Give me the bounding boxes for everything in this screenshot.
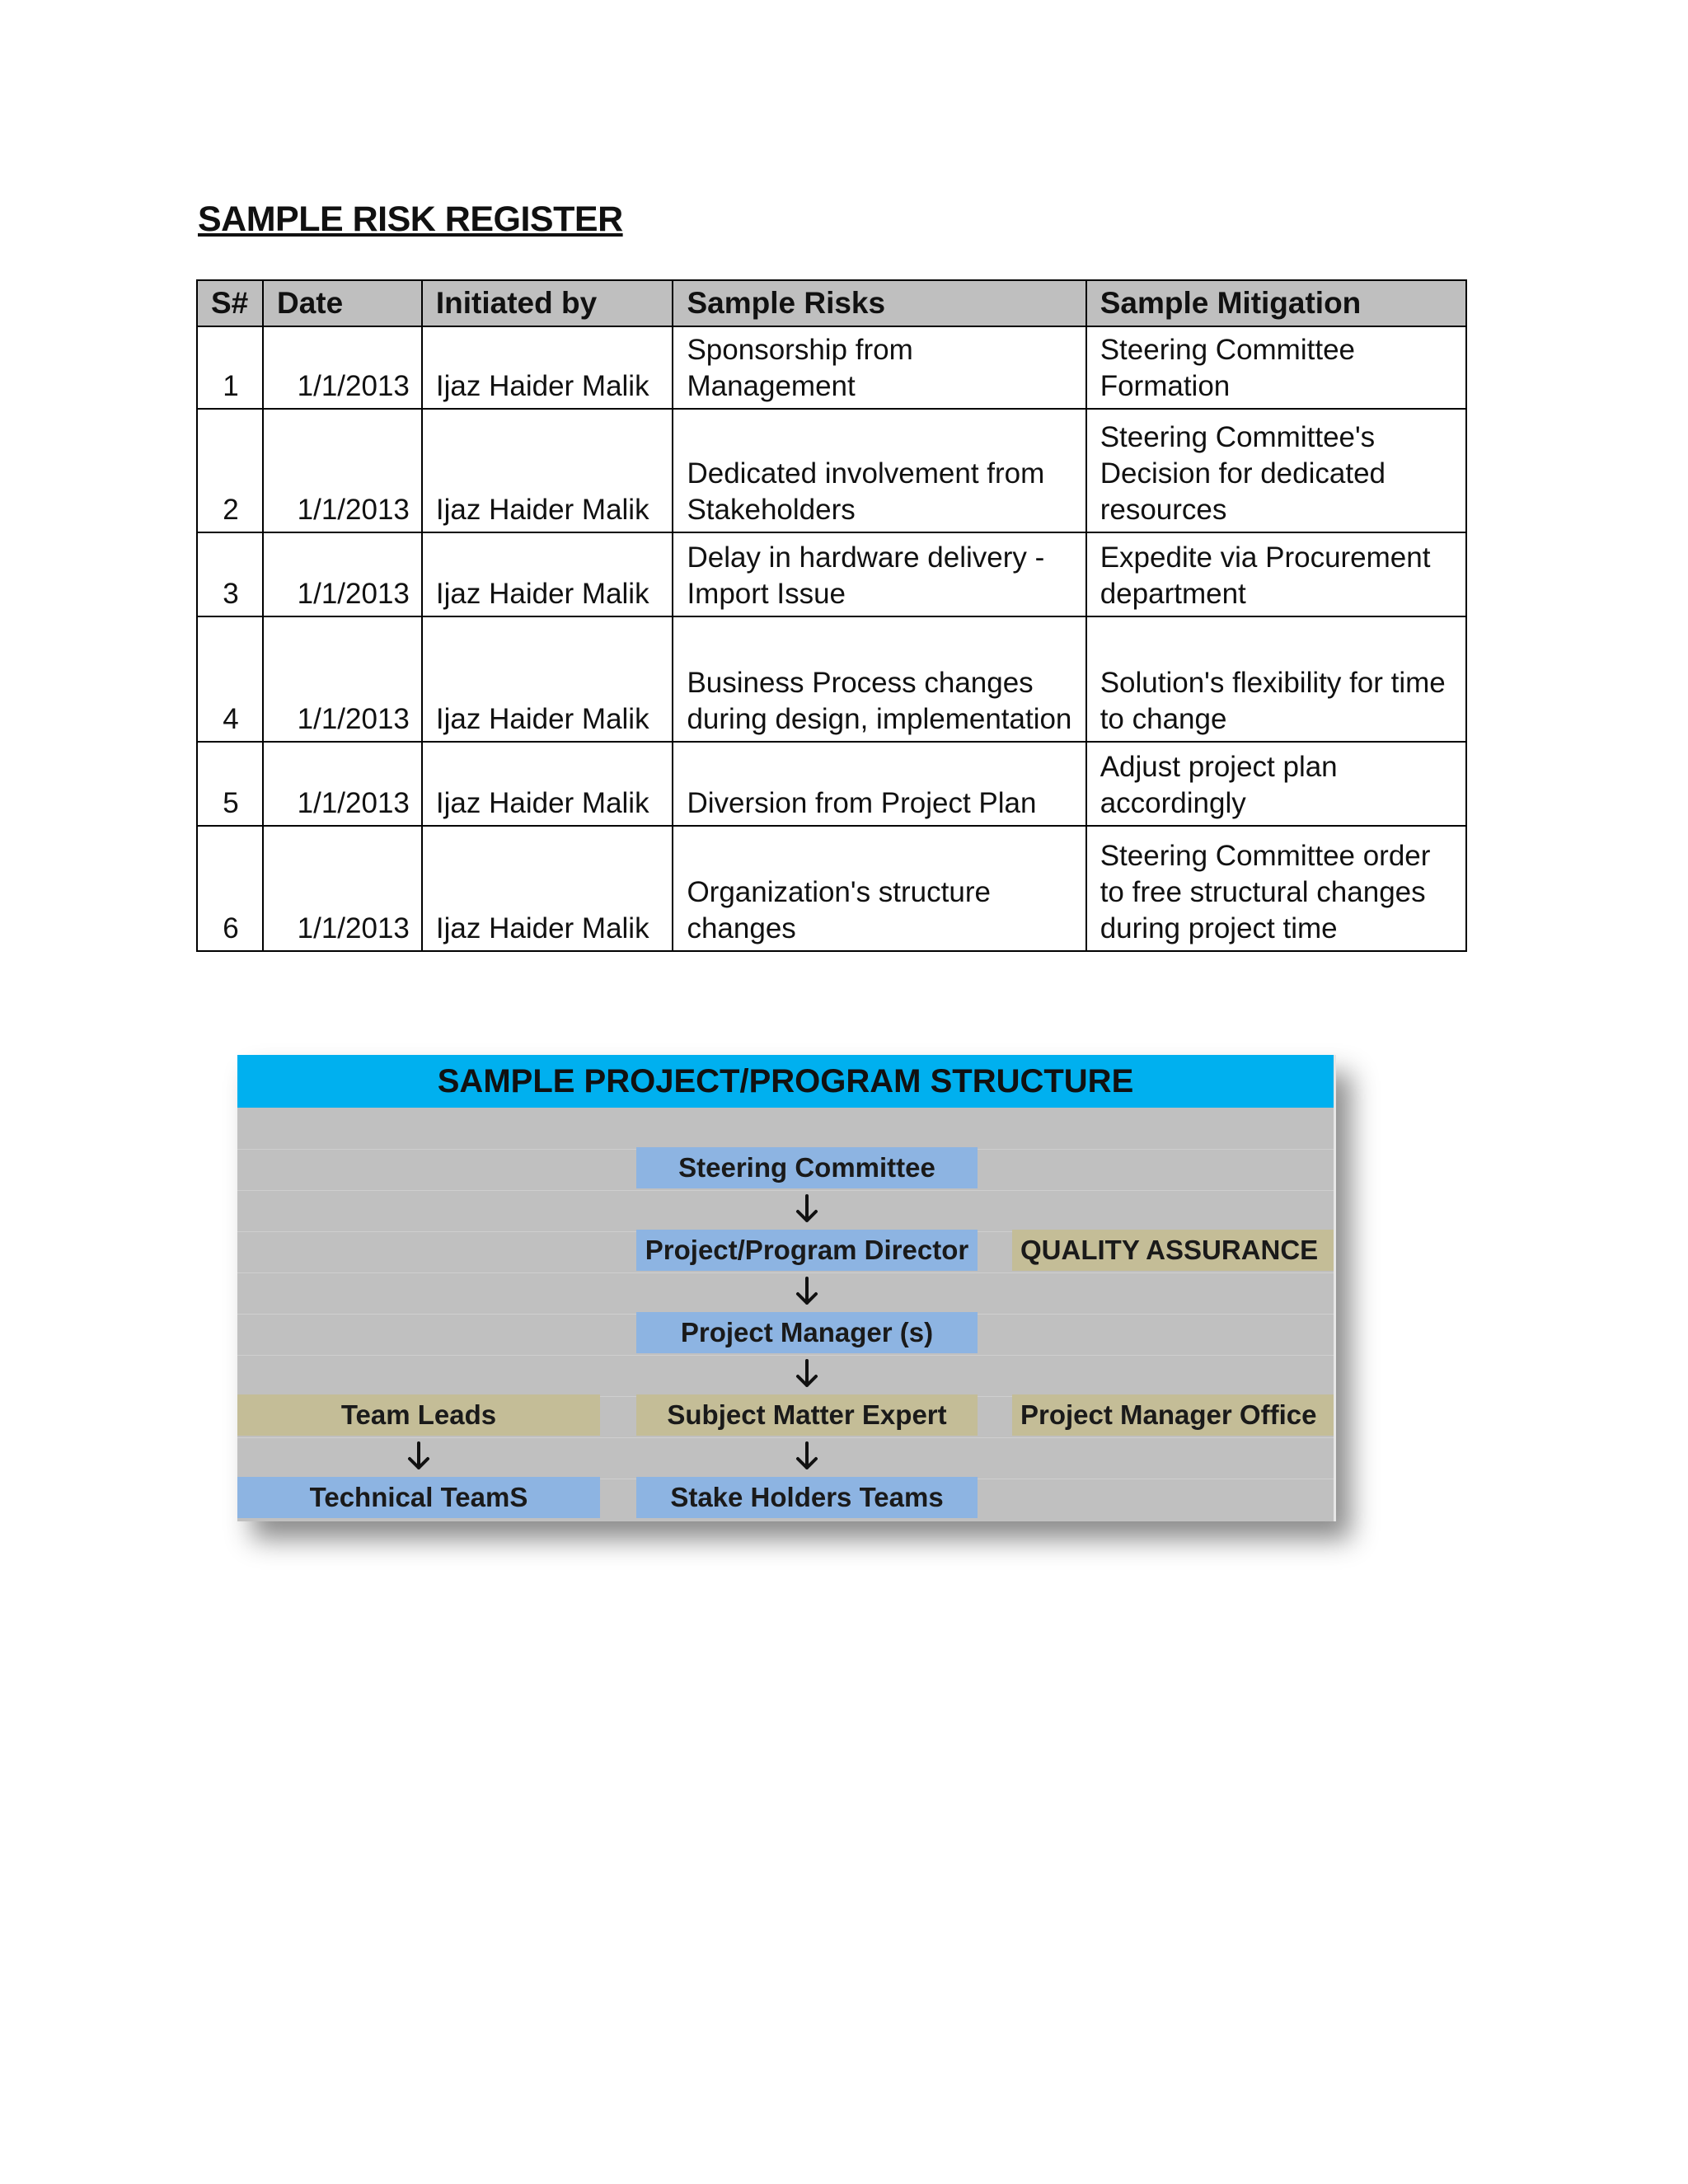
director-box: Project/Program Director bbox=[636, 1230, 978, 1271]
gridline bbox=[237, 1355, 1334, 1356]
cell-date: 1/1/2013 bbox=[263, 616, 422, 742]
table-row bbox=[197, 742, 1466, 826]
cell-mitigation: Expedite via Procurement department bbox=[1086, 532, 1466, 616]
cell-initiated-by: Ijaz Haider Malik bbox=[422, 826, 673, 951]
cell-date: 1/1/2013 bbox=[263, 826, 422, 951]
table-row bbox=[197, 326, 1466, 409]
cell-risk: Diversion from Project Plan bbox=[673, 742, 1085, 826]
table-header-row bbox=[197, 280, 1466, 326]
gridline bbox=[237, 1272, 1334, 1273]
cell-mitigation: Adjust project plan accordingly bbox=[1086, 742, 1466, 826]
cell-initiated-by: Ijaz Haider Malik bbox=[422, 532, 673, 616]
cell-initiated-by: Ijaz Haider Malik bbox=[422, 409, 673, 532]
cell-date: 1/1/2013 bbox=[263, 742, 422, 826]
stakeholder-teams-box: Stake Holders Teams bbox=[636, 1477, 978, 1518]
risk-register-heading: SAMPLE RISK REGISTER bbox=[198, 199, 623, 239]
cell-mitigation: Steering Committee Formation bbox=[1086, 326, 1466, 409]
cell-initiated-by: Ijaz Haider Malik bbox=[422, 616, 673, 742]
cell-date: 1/1/2013 bbox=[263, 326, 422, 409]
column-header-sn: S# bbox=[197, 280, 263, 326]
arrow-down-icon bbox=[790, 1271, 823, 1312]
cell-sn: 6 bbox=[197, 826, 263, 951]
team-leads-box: Team Leads bbox=[237, 1394, 600, 1436]
column-header-initiated-by: Initiated by bbox=[422, 280, 673, 326]
sme-box: Subject Matter Expert bbox=[636, 1394, 978, 1436]
quality-assurance-box: QUALITY ASSURANCE bbox=[1012, 1230, 1334, 1271]
technical-teams-box: Technical TeamS bbox=[237, 1477, 600, 1518]
cell-mitigation: Steering Committee's Decision for dedicated resources bbox=[1086, 409, 1466, 532]
arrow-down-icon bbox=[402, 1436, 435, 1477]
pmo-box: Project Manager Office bbox=[1012, 1394, 1334, 1436]
cell-risk: Organization's structure changes bbox=[673, 826, 1085, 951]
column-header-risks: Sample Risks bbox=[673, 280, 1085, 326]
arrow-down-icon bbox=[790, 1188, 823, 1230]
column-header-mitigation: Sample Mitigation bbox=[1086, 280, 1466, 326]
arrow-down-icon bbox=[790, 1436, 823, 1477]
cell-sn: 5 bbox=[197, 742, 263, 826]
table-row bbox=[197, 826, 1466, 951]
cell-risk: Dedicated involvement from Stakeholders bbox=[673, 409, 1085, 532]
project-manager-box: Project Manager (s) bbox=[636, 1312, 978, 1353]
cell-date: 1/1/2013 bbox=[263, 532, 422, 616]
cell-sn: 1 bbox=[197, 326, 263, 409]
cell-risk: Sponsorship from Management bbox=[673, 326, 1085, 409]
table-row bbox=[197, 616, 1466, 742]
column-header-date: Date bbox=[263, 280, 422, 326]
cell-sn: 4 bbox=[197, 616, 263, 742]
cell-sn: 2 bbox=[197, 409, 263, 532]
steering-committee-box: Steering Committee bbox=[636, 1147, 978, 1188]
org-structure-title: SAMPLE PROJECT/PROGRAM STRUCTURE bbox=[237, 1055, 1334, 1108]
org-structure-chart bbox=[237, 1055, 1336, 1521]
table-row bbox=[197, 409, 1466, 532]
cell-initiated-by: Ijaz Haider Malik bbox=[422, 326, 673, 409]
risk-register-table bbox=[196, 279, 1467, 952]
arrow-down-icon bbox=[790, 1353, 823, 1394]
table-row bbox=[197, 532, 1466, 616]
cell-date: 1/1/2013 bbox=[263, 409, 422, 532]
cell-initiated-by: Ijaz Haider Malik bbox=[422, 742, 673, 826]
cell-sn: 3 bbox=[197, 532, 263, 616]
cell-risk: Delay in hardware delivery - Import Issue bbox=[673, 532, 1085, 616]
cell-mitigation: Steering Committee order to free structural changes during project time bbox=[1086, 826, 1466, 951]
cell-mitigation: Solution's flexibility for time to change bbox=[1086, 616, 1466, 742]
cell-risk: Business Process changes during design, implementation bbox=[673, 616, 1085, 742]
gridline bbox=[237, 1190, 1334, 1191]
